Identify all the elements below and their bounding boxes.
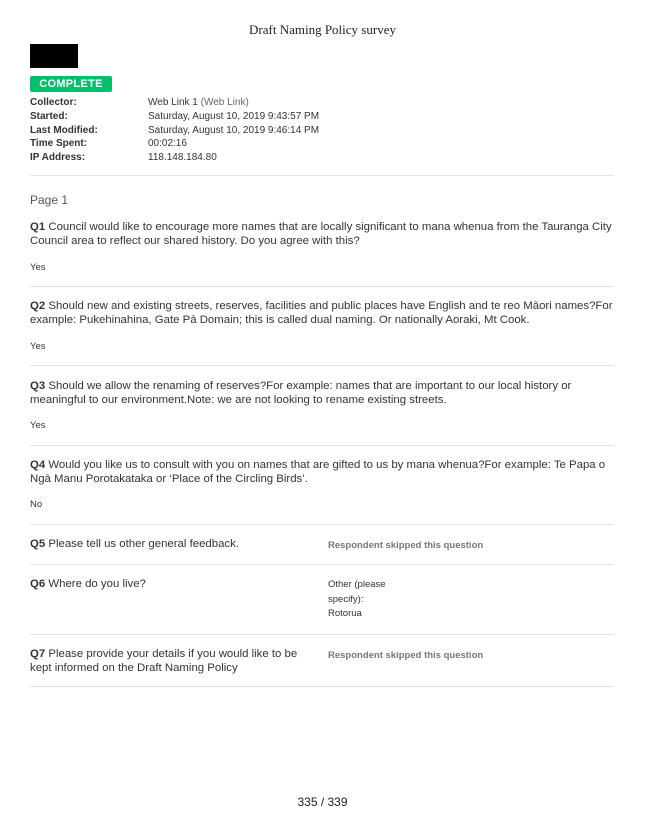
page-pagination: 335 / 339 (297, 795, 348, 809)
answer-line: Other (please (328, 579, 386, 590)
question-2 (30, 300, 614, 327)
divider (30, 286, 614, 287)
redacted-logo (30, 44, 78, 68)
divider (30, 634, 614, 635)
collector-row (30, 97, 614, 111)
modified-value: Saturday, August 10, 2019 9:46:14 PM (148, 124, 320, 136)
answer-6 (328, 578, 386, 622)
answer-2: Yes (30, 341, 46, 352)
question-text: Should we allow the renaming of reserves?For example: names that are important to our local history or meaningful to our environment.Note: we are not looking to rename existing streets. (30, 380, 572, 406)
time-label: Time Spent: (30, 138, 88, 150)
question-5 (30, 538, 310, 552)
started-label: Started: (30, 110, 68, 122)
question-1 (30, 221, 614, 248)
ip-value: 118.148.184.80 (148, 152, 217, 164)
question-3 (30, 380, 614, 407)
time-value: 00:02:16 (148, 138, 187, 150)
question-6 (30, 578, 310, 592)
question-text: Where do you live? (45, 578, 146, 590)
divider (30, 175, 614, 176)
answer-3: Yes (30, 420, 46, 431)
skipped-answer-7: Respondent skipped this question (328, 650, 484, 661)
started-value: Saturday, August 10, 2019 9:43:57 PM (148, 110, 320, 122)
divider (30, 445, 614, 446)
question-number: Q5 (30, 538, 46, 550)
collector-label: Collector: (30, 97, 77, 108)
question-text: Please provide your details if you would like to be kept informed on the Draft Naming Policy (30, 648, 298, 674)
question-number: Q2 (30, 300, 46, 312)
divider (30, 365, 614, 366)
divider (30, 524, 614, 525)
page-label: Page 1 (30, 193, 69, 207)
collector-type: (Web Link) (200, 97, 249, 108)
answer-line: Rotorua (328, 608, 362, 619)
divider (30, 686, 614, 687)
question-text: Council would like to encourage more names that are locally significant to mana whenua from the Tauranga City Council area to reflect our shared history. Do you agree with this? (30, 221, 612, 247)
question-7 (30, 648, 310, 675)
response-metadata (30, 97, 614, 166)
question-number: Q7 (30, 648, 46, 660)
ip-label: IP Address: (30, 152, 86, 164)
time-row (30, 138, 614, 152)
answer-1: Yes (30, 262, 46, 273)
question-4 (30, 459, 614, 486)
collector-name: Web Link 1 (148, 97, 198, 108)
document-title: Draft Naming Policy survey (249, 22, 396, 37)
answer-4: No (30, 499, 43, 510)
modified-row (30, 125, 614, 139)
started-row (30, 111, 614, 125)
divider (30, 564, 614, 565)
question-number: Q3 (30, 380, 46, 392)
question-text: Should new and existing streets, reserves, facilities and public places have English and te reo Māori names?For example: Pukehinahina, Gate Pā Domain; this is called dual naming. Or nationally Aoraki, Mt Cook. (30, 300, 613, 326)
question-text: Would you like us to consult with you on names that are gifted to us by mana whenua?For example: Te Papa o Ngā Manu Porotakataka or ‘Place of the Circling Birds’. (30, 459, 606, 485)
status-badge: COMPLETE (30, 76, 112, 92)
question-number: Q6 (30, 578, 46, 590)
question-number: Q1 (30, 221, 46, 233)
question-text: Please tell us other general feedback. (45, 538, 239, 550)
collector-value (148, 97, 249, 111)
question-number: Q4 (30, 459, 46, 471)
skipped-answer-5: Respondent skipped this question (328, 540, 484, 551)
modified-label: Last Modified: (30, 124, 98, 136)
ip-row (30, 152, 614, 166)
answer-line: specify): (328, 593, 364, 605)
